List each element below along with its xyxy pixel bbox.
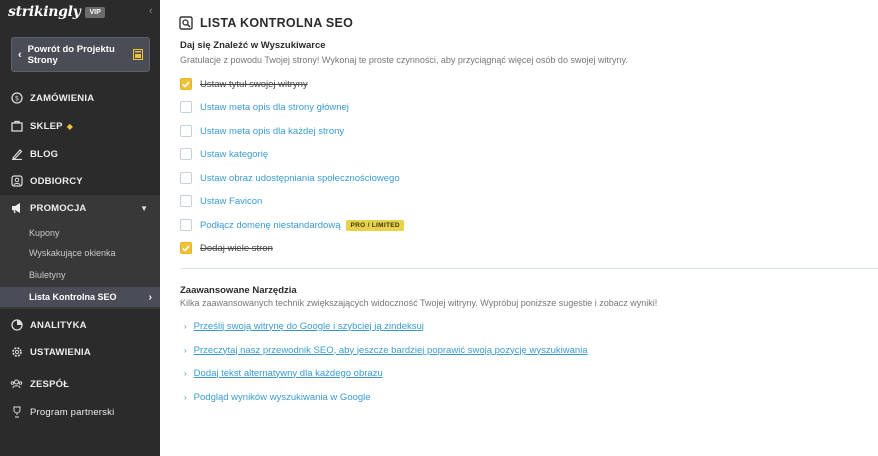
- checkbox[interactable]: [180, 148, 192, 160]
- sidebar-item-label: ODBIORCY: [30, 175, 83, 187]
- checklist-item[interactable]: [180, 241, 273, 255]
- checklist-item[interactable]: [180, 147, 268, 161]
- vip-badge: VIP: [85, 7, 104, 18]
- team-icon: [10, 378, 23, 391]
- chevron-right-icon: ›: [184, 321, 187, 331]
- checkbox[interactable]: [180, 172, 192, 184]
- sidebar-item-label: ZAMÓWIENIA: [30, 92, 95, 104]
- checkbox-checked[interactable]: [180, 78, 192, 90]
- sidebar-subitem-coupons[interactable]: Kupony: [29, 228, 60, 238]
- advanced-link-label[interactable]: Podgląd wyników wyszukiwania w Google: [193, 391, 371, 403]
- checklist-label: Ustaw Favicon: [200, 195, 263, 207]
- new-indicator: ◆: [66, 121, 73, 131]
- pro-limited-badge: PRO / LIMITED: [346, 220, 403, 231]
- advanced-link-label[interactable]: Prześlij swoją witrynę do Google i szybciej ją zindeksuj: [193, 320, 424, 332]
- sidebar: [0, 0, 160, 456]
- chevron-right-icon: ›: [148, 291, 152, 303]
- advanced-link[interactable]: [184, 367, 383, 379]
- checklist-item[interactable]: [180, 171, 400, 185]
- collapse-sidebar-icon[interactable]: ‹: [149, 5, 153, 17]
- store-icon: [10, 120, 23, 133]
- checklist-label: Podłącz domenę niestandardową: [200, 219, 341, 231]
- sidebar-item-orders[interactable]: [0, 86, 160, 110]
- sidebar-item-label: PROMOCJA: [30, 202, 87, 214]
- page-header: [179, 16, 353, 30]
- sidebar-item-settings[interactable]: [0, 340, 160, 364]
- checkbox[interactable]: [180, 195, 192, 207]
- megaphone-icon: [10, 202, 23, 215]
- advanced-link-label[interactable]: Dodaj tekst alternatywny dla każdego obrazu: [193, 367, 383, 379]
- section-title-search: Daj się Znaleźć w Wyszukiwarce: [180, 40, 326, 51]
- advanced-link[interactable]: [184, 344, 588, 356]
- sidebar-item-analytics[interactable]: [0, 313, 160, 337]
- brand[interactable]: [8, 3, 105, 21]
- back-button-label: Powrót do Projektu Strony: [27, 43, 115, 66]
- sidebar-item-audience[interactable]: [0, 169, 160, 193]
- brand-logo: strikingly: [8, 4, 81, 20]
- search-checklist-icon: [179, 16, 193, 30]
- page-title: LISTA KONTROLNA SEO: [200, 16, 354, 30]
- sidebar-item-label: ZESPÓŁ: [30, 378, 70, 390]
- checkbox-checked[interactable]: [180, 242, 192, 254]
- gear-icon: [10, 346, 23, 359]
- section-subtitle-search: Gratulacje z powodu Twojej strony! Wykonaj te proste czynności, aby przyciągnąć więcej osób do swojej witryny.: [180, 55, 628, 65]
- section-title-advanced: Zaawansowane Narzędzia: [180, 285, 297, 296]
- sidebar-subitem-newsletters[interactable]: Biuletyny: [29, 270, 66, 280]
- checklist-item[interactable]: [180, 100, 349, 114]
- sidebar-subitem-popups[interactable]: Wyskakujące okienka: [29, 248, 116, 258]
- sidebar-item-label: SKLEP: [30, 120, 63, 132]
- checkbox[interactable]: [180, 125, 192, 137]
- chevron-left-icon: ‹: [18, 48, 22, 61]
- checklist-label: Ustaw kategorię: [200, 148, 269, 160]
- audience-icon: [10, 175, 23, 188]
- promotion-group: [0, 195, 160, 309]
- advanced-link[interactable]: [184, 391, 371, 403]
- advanced-link[interactable]: [184, 320, 424, 332]
- chevron-right-icon: ›: [184, 345, 187, 355]
- checklist-item[interactable]: [180, 218, 404, 232]
- section-divider: [180, 268, 878, 269]
- orders-icon: [10, 92, 23, 105]
- analytics-icon: [10, 319, 23, 332]
- chevron-right-icon: ›: [184, 368, 187, 378]
- sidebar-item-label: USTAWIENIA: [30, 346, 91, 358]
- sidebar-item-partner-program[interactable]: [0, 400, 160, 424]
- checklist-item[interactable]: [180, 77, 308, 91]
- sidebar-item-label: BLOG: [30, 148, 59, 160]
- site-icon: [133, 49, 143, 60]
- section-subtitle-advanced: Kilka zaawansowanych technik zwiększających widoczność Twojej witryny. Wypróbuj poniższe sugestie i zobacz wyniki!: [180, 298, 658, 308]
- checklist-item[interactable]: [180, 194, 262, 208]
- sidebar-item-blog[interactable]: [0, 142, 160, 166]
- sidebar-item-team[interactable]: [0, 372, 160, 396]
- trophy-icon: [10, 406, 23, 419]
- main-content: [160, 0, 878, 456]
- checkbox[interactable]: [180, 219, 192, 231]
- svg-text:$: $: [14, 94, 19, 103]
- checklist-label: Ustaw tytuł swojej witryny: [200, 78, 308, 90]
- blog-icon: [10, 148, 23, 161]
- chevron-right-icon: ›: [184, 392, 187, 402]
- sidebar-item-store[interactable]: [0, 114, 160, 138]
- checkbox[interactable]: [180, 101, 192, 113]
- back-to-project-button[interactable]: [11, 37, 150, 72]
- sidebar-item-promotion[interactable]: [0, 196, 160, 220]
- checklist-label: Dodaj wiele stron: [200, 242, 273, 254]
- sidebar-subitem-seo-checklist[interactable]: [0, 287, 160, 307]
- chevron-down-icon: ▼: [140, 203, 148, 213]
- sidebar-subitem-label: Lista Kontrolna SEO: [29, 292, 117, 302]
- advanced-link-label[interactable]: Przeczytaj nasz przewodnik SEO, aby jeszcze bardziej poprawić swoją pozycję wyszukiwania: [193, 344, 588, 356]
- checklist-label: Ustaw meta opis dla strony głównej: [200, 101, 349, 113]
- checklist-item[interactable]: [180, 124, 344, 138]
- checklist-label: Ustaw obraz udostępniania społecznościowego: [200, 172, 400, 184]
- sidebar-item-label: Program partnerski: [30, 406, 115, 418]
- checklist-label: Ustaw meta opis dla każdej strony: [200, 125, 345, 137]
- sidebar-item-label: ANALITYKA: [30, 319, 87, 331]
